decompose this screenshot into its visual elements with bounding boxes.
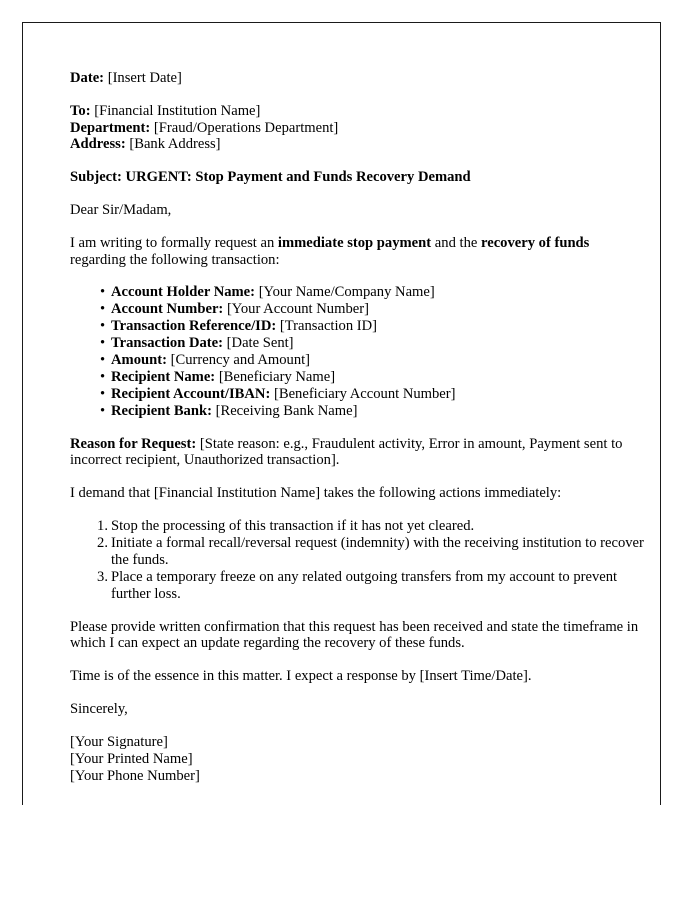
to-line: [70, 103, 645, 120]
spacer-before-details: [70, 268, 645, 284]
list-item: Stop the processing of this transaction if it has not yet cleared.: [111, 518, 475, 535]
detail-label: Amount:: [111, 352, 167, 368]
printed-name-placeholder: [Your Printed Name]: [70, 750, 193, 767]
reason-paragraph: [70, 436, 645, 470]
confirmation-paragraph: Please provide written confirmation that this request has been received and state the timeframe in which I can expect an update regarding the recovery of these funds.: [70, 618, 639, 652]
closing-line: Sincerely,: [70, 700, 128, 717]
intro-part-3: regarding the following transaction:: [70, 251, 280, 268]
detail-value: [Beneficiary Name]: [218, 368, 336, 385]
date-value: [Insert Date]: [107, 70, 182, 86]
detail-label: Recipient Name:: [111, 368, 216, 385]
detail-label: Recipient Account/IBAN:: [111, 385, 271, 402]
detail-value: [Currency and Amount]: [170, 352, 311, 368]
detail-value: [Receiving Bank Name]: [215, 402, 358, 419]
department-label: Department:: [70, 119, 151, 136]
spacer-after-confirmation: [70, 652, 645, 668]
detail-label: Transaction Date:: [111, 335, 224, 352]
list-item: [111, 386, 645, 403]
spacer-after-date: [70, 87, 645, 103]
intro-paragraph: [70, 235, 645, 269]
intro-bold-2: recovery of funds: [481, 234, 590, 251]
detail-value: [Transaction ID]: [279, 318, 378, 335]
address-value: [Bank Address]: [129, 136, 221, 153]
reason-label: Reason for Request:: [70, 435, 197, 452]
spacer-before-actions: [70, 502, 645, 518]
detail-label: Recipient Bank:: [111, 402, 212, 419]
demand-intro-paragraph: I demand that [Financial Institution Name] takes the following actions immediately:: [70, 485, 562, 502]
to-label: To:: [70, 102, 91, 119]
spacer-after-actions: [70, 603, 645, 619]
list-item: Place a temporary freeze on any related outgoing transfers from my account to prevent further loss.: [111, 568, 618, 602]
intro-bold-1: immediate stop payment: [277, 234, 432, 251]
detail-value: [Beneficiary Account Number]: [273, 385, 456, 402]
subject-line: Subject: URGENT: Stop Payment and Funds Recovery Demand: [70, 169, 471, 186]
detail-label: Account Number:: [111, 301, 224, 318]
signature-placeholder: [Your Signature]: [70, 733, 168, 750]
to-value: [Financial Institution Name]: [94, 102, 261, 119]
spacer-after-subject: [70, 186, 645, 202]
address-line: [70, 136, 645, 153]
list-item: Initiate a formal recall/reversal request (indemnity) with the receiving institution to recover the funds.: [111, 534, 644, 568]
salutation: Dear Sir/Madam,: [70, 201, 172, 218]
spacer-after-salutation: [70, 219, 645, 235]
reason-value: [State reason: e.g., Fraudulent activity, Error in amount, Payment sent to incorrect recipient, Unauthorized transaction].: [70, 435, 623, 469]
spacer-after-urgency: [70, 685, 645, 701]
date-label: Date:: [70, 70, 105, 86]
list-item: [111, 284, 645, 301]
intro-part-1: I am writing to formally request an: [70, 234, 278, 251]
list-item: [111, 369, 645, 386]
detail-value: [Your Name/Company Name]: [258, 284, 435, 301]
date-line: [70, 70, 645, 87]
list-item: [111, 318, 645, 335]
phone-number-placeholder: [Your Phone Number]: [70, 768, 200, 785]
signature-block: [70, 734, 645, 786]
spacer-after-reason: [70, 469, 645, 485]
address-label: Address:: [70, 136, 126, 153]
department-value: [Fraud/Operations Department]: [153, 119, 339, 136]
spacer-after-details: [70, 420, 645, 436]
transaction-details-list: [70, 284, 645, 419]
intro-part-2: and the: [431, 234, 481, 251]
department-line: [70, 120, 645, 137]
document-page-frame: [22, 22, 661, 805]
urgency-paragraph: Time is of the essence in this matter. I expect a response by [Insert Time/Date].: [70, 668, 532, 685]
letter-body: [70, 70, 645, 785]
detail-label: Transaction Reference/ID:: [111, 318, 277, 335]
list-item: [111, 403, 645, 420]
detail-value: [Date Sent]: [226, 335, 294, 352]
detail-value: [Your Account Number]: [226, 301, 369, 318]
list-item: [111, 352, 645, 369]
spacer-before-signature: [70, 718, 645, 734]
list-item: [111, 335, 645, 352]
detail-label: Account Holder Name:: [111, 284, 256, 301]
requested-actions-list: [70, 518, 645, 603]
list-item: [111, 301, 645, 318]
spacer-after-address: [70, 153, 645, 169]
